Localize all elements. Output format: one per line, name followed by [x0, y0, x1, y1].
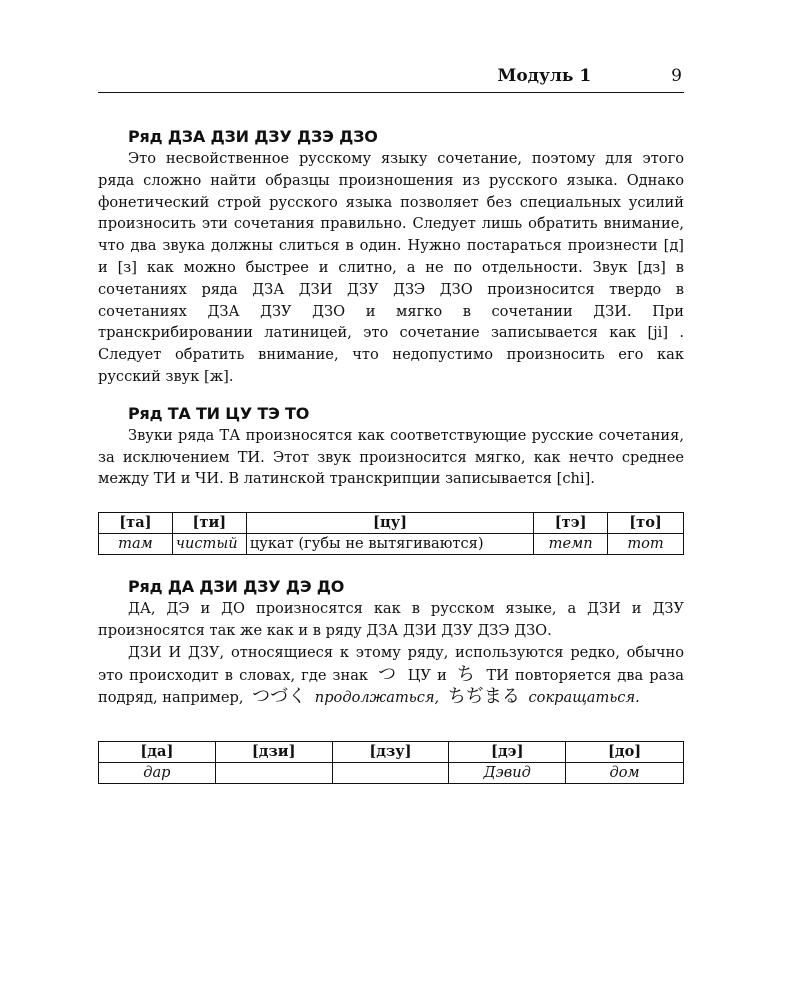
table-cell: темп: [534, 534, 608, 555]
table-cell: там: [99, 534, 173, 555]
paragraph-da-1: ДА, ДЭ и ДО произносятся как в русском языке, а ДЗИ и ДЗУ произносятся так же как и в ряду ДЗА ДЗИ ДЗУ ДЗЭ ДЗО.: [98, 600, 684, 639]
table-cell: дом: [566, 763, 684, 784]
text-segment: ЦУ и: [407, 666, 447, 684]
table-cell: тот: [608, 534, 684, 555]
table-row: [99, 763, 684, 784]
section-title-ta: Ряд ТА ТИ ЦУ ТЭ ТО: [128, 403, 310, 423]
table-header-cell: [та]: [99, 513, 173, 534]
section-ta: [98, 404, 684, 490]
kana-chidimaru: ちぢまる: [447, 686, 520, 708]
page-number: 9: [671, 66, 682, 86]
table-header-cell: [дзу]: [332, 742, 449, 763]
kana-tsu: つ: [378, 663, 398, 685]
kana-tsuzuku: つづく: [252, 686, 307, 708]
paragraph-dza: Это несвойственное русскому языку сочетание, поэтому для этого ряда сложно найти образцы произношения из русского языка. Однако фонетический строй русского языка позволяет без специальных усилий произносить эти сочетания правильно. Следует лишь обратить внимание, что два звука должны слиться в один. Нужно постараться произнести [д] и [з] как можно быстрее и слитно, а не по отдельности. Звук [дз] в сочетаниях ряда ДЗА ДЗИ ДЗУ ДЗЭ ДЗО произносится твердо в сочетаниях ДЗА ДЗУ ДЗО и мягко в сочетании ДЗИ. При транскрибировании латиницей, это сочетание записывается как [ji] . Следует обратить внимание, что недопустимо произносить его как русский звук [ж].: [98, 150, 684, 385]
text-segment: ТИ повторяется два раза подряд, например,: [98, 666, 685, 707]
table-header-cell: [дзи]: [215, 742, 332, 763]
table-header-cell: [тэ]: [534, 513, 608, 534]
table-cell: Дэвид: [449, 763, 566, 784]
table-header-cell: [да]: [99, 742, 216, 763]
page: [98, 66, 684, 784]
table-cell: дар: [99, 763, 216, 784]
table-header-row: [99, 513, 684, 534]
meaning-tsuzuku: продолжаться,: [314, 689, 440, 707]
section-title-da: Ряд ДА ДЗИ ДЗУ ДЭ ДО: [128, 577, 345, 597]
paragraph-ta: Звуки ряда ТА произносятся как соответствующие русские сочетания, за исключением ТИ. Этот звук произносится мягко, как нечто среднее между ТИ и ЧИ. В латинской транскрипции записывается [chi].: [98, 426, 684, 488]
section-title-dza: Ряд ДЗА ДЗИ ДЗУ ДЗЭ ДЗО: [128, 127, 378, 146]
table-header-cell: [то]: [608, 513, 684, 534]
text-segment: ДЗИ И ДЗУ, относящиеся к этому ряду, используются редко, обычно это происходит в словах, где знак: [98, 643, 684, 684]
table-cell: [332, 763, 449, 784]
meaning-chidimaru: сокращаться.: [528, 689, 640, 707]
table-header-cell: [до]: [566, 742, 684, 763]
table-header-row: [99, 742, 684, 763]
table-cell: чистый: [172, 534, 246, 555]
paragraph-da-2: [98, 642, 684, 709]
table-ta-row: [98, 512, 684, 555]
module-title: Модуль 1: [497, 66, 592, 86]
table-header-cell: [ти]: [172, 513, 246, 534]
kana-chi: ち: [456, 663, 477, 685]
running-head: [98, 66, 684, 93]
section-dza: [98, 127, 684, 388]
table-cell: [215, 763, 332, 784]
table-header-cell: [цу]: [246, 513, 533, 534]
table-header-cell: [дэ]: [449, 742, 566, 763]
table-row: [99, 534, 684, 555]
section-da: [98, 577, 684, 709]
table-da-row: [98, 741, 684, 784]
table-cell: цукат (губы не вытягиваются): [246, 534, 533, 555]
